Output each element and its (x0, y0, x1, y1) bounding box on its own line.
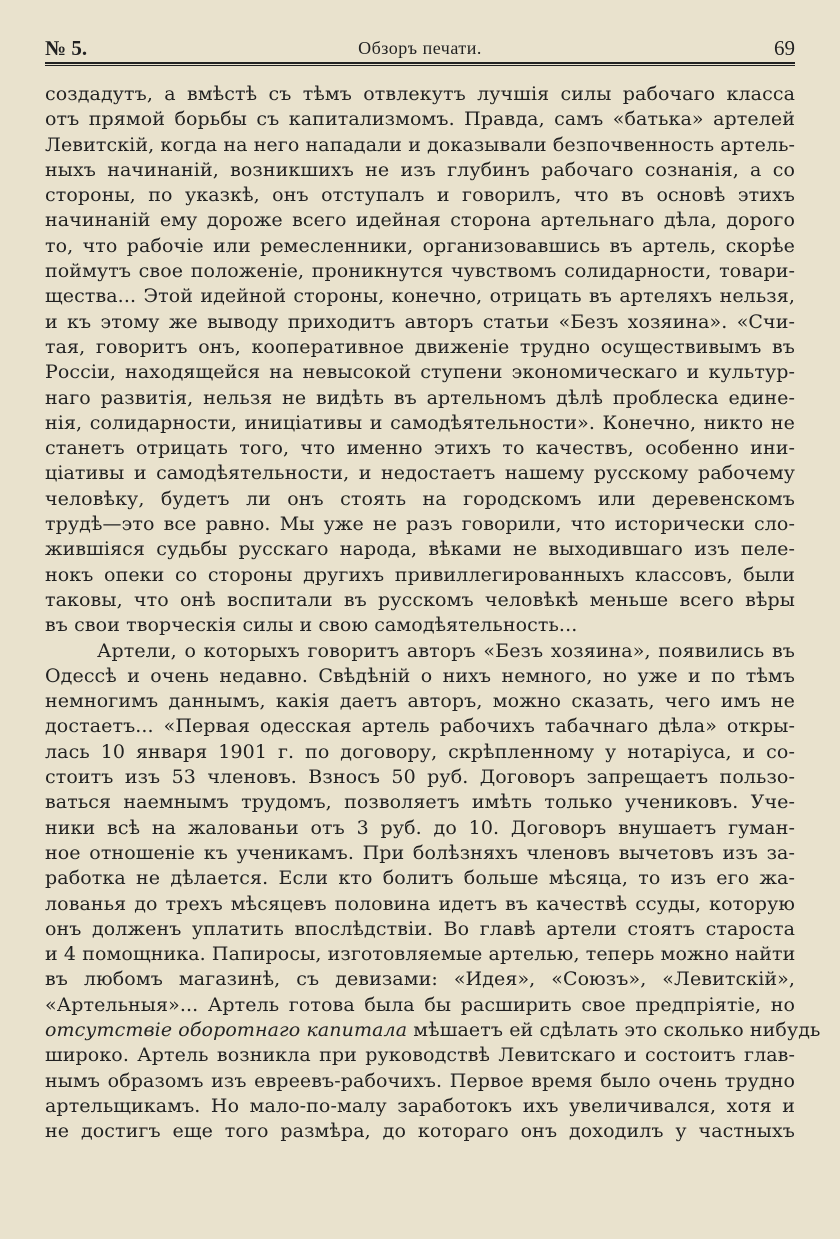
text-line: немногимъ даннымъ, какія даетъ авторъ, можно сказать, чего имъ не (45, 690, 795, 713)
text-line: ціативы и самодѣятельности, и недостаетъ нашему русскому рабочему (45, 462, 795, 485)
text-line: отъ прямой борьбы съ капитализмомъ. Правда, самъ «батька» артелей (45, 108, 795, 131)
text-line: создадутъ, а вмѣстѣ съ тѣмъ отвлекутъ лучшія силы рабочаго класса (45, 83, 795, 105)
text-line: таковы, что онѣ воспитали въ русскомъ человѣкѣ меньше всего вѣры (45, 588, 795, 611)
italic-phrase: отсутствіе оборотнаго капитала (45, 1018, 408, 1041)
body-text (45, 82, 821, 1144)
text-line: ное отношеніе къ ученикамъ. При болѣзняхъ членовъ вычетовъ изъ за- (45, 841, 795, 864)
text-line: стоитъ изъ 53 членовъ. Взносъ 50 руб. Договоръ запрещаетъ пользо- (45, 766, 795, 789)
text-line: Россіи, находящейся на невысокой ступени экономическаго и культур- (45, 361, 795, 384)
text-line: начинаній ему дороже всего идейная сторона артельнаго дѣла, дорого (45, 209, 795, 232)
text-line: Артели, о которыхъ говоритъ авторъ «Безъ хозяина», появились въ (97, 639, 795, 662)
text-line: поймутъ свое положеніе, проникнутся чувствомъ солидарности, товари- (45, 260, 795, 283)
text-line (45, 1018, 821, 1043)
text-line: не достигъ еще того размѣра, до котораго онъ доходилъ у частныхъ (45, 1120, 795, 1143)
text-line: человѣку, будетъ ли онъ стоять на городскомъ или деревенскомъ (45, 487, 795, 510)
text-line: «Артельныя»... Артель готова была бы расширить свое предпріятіе, но (45, 993, 795, 1016)
text-line: въ свои творческія силы и свою самодѣятельность... (45, 614, 578, 637)
text-line: лованья до трехъ мѣсяцевъ половина идетъ въ качествѣ ссуды, которую (45, 892, 795, 915)
text-line: ники всѣ на жалованьи отъ 3 руб. до 10. Договоръ внушаетъ гуман- (45, 816, 795, 839)
text-line: нымъ образомъ изъ евреевъ-рабочихъ. Первое время было очень трудно (45, 1069, 795, 1092)
text-line: онъ долженъ уплатить впослѣдствіи. Во главѣ артели стоятъ староста (45, 917, 795, 940)
text-line: жившіяся судьбы русскаго народа, вѣками не выходившаго изъ пеле- (45, 538, 795, 561)
text-line: ваться наемнымъ трудомъ, позволяетъ имѣть только учениковъ. Уче- (45, 791, 795, 814)
text-line: и къ этому же выводу приходитъ авторъ статьи «Безъ хозяина». «Счи- (45, 310, 795, 333)
text-line: трудѣ—это все равно. Мы уже не разъ говорили, что исторически сло- (45, 513, 795, 536)
text-line: нія, солидарности, иниціативы и самодѣятельности». Конечно, никто не (45, 411, 795, 434)
text-line: наго развитія, нельзя не видѣть въ артельномъ дѣлѣ проблеска едине- (45, 386, 795, 409)
text-line: въ любомъ магазинѣ, съ девизами: «Идея», «Союзъ», «Левитскій», (45, 968, 795, 991)
header-rule (45, 62, 795, 66)
page-number: 69 (774, 36, 795, 60)
text-line: и 4 помощника. Папиросы, изготовляемые артелью, теперь можно найти (45, 943, 796, 966)
running-header (45, 32, 795, 64)
text-line: тая, говоритъ онъ, кооперативное движеніе трудно осуществивымъ въ (45, 335, 795, 358)
text-line: широко. Артель возникла при руководствѣ Левитскаго и состоитъ глав- (45, 1044, 795, 1067)
text-line: ныхъ начинаній, возникшихъ не изъ глубинъ рабочаго сознанія, а со (45, 158, 795, 181)
text-line: работка не дѣлается. Если кто болитъ больше мѣсяца, то изъ его жа- (45, 867, 795, 890)
line-rest: мѣшаетъ ей сдѣлать это сколько нибудь (407, 1018, 821, 1041)
text-line: Одессѣ и очень недавно. Свѣдѣній о нихъ немного, но уже и по тѣмъ (45, 664, 795, 687)
text-line: то, что рабочіе или ремесленники, организовавшись въ артель, скорѣе (45, 234, 795, 257)
text-line: нокъ опеки со стороны другихъ привиллегированныхъ классовъ, были (45, 563, 795, 586)
issue-number: № 5. (45, 36, 88, 60)
text-line: стороны, по указкѣ, онъ отступалъ и говорилъ, что въ основѣ этихъ (45, 184, 795, 207)
text-line: Левитскій, когда на него нападали и доказывали безпочвенность артель- (45, 133, 796, 156)
text-line: достаетъ... «Первая одесская артель рабочихъ табачнаго дѣла» откры- (45, 715, 795, 738)
text-line: станетъ отрицать того, что именно этихъ то качествъ, особенно ини- (45, 437, 795, 460)
text-line: щества... Этой идейной стороны, конечно, отрицать въ артеляхъ нельзя, (45, 285, 795, 308)
section-title: Обзоръ печати. (358, 38, 482, 58)
text-line: лась 10 января 1901 г. по договору, скрѣпленному у нотаріуса, и со- (45, 740, 795, 763)
text-line: артельщикамъ. Но мало-по-малу заработокъ ихъ увеличивался, хотя и (45, 1094, 795, 1117)
